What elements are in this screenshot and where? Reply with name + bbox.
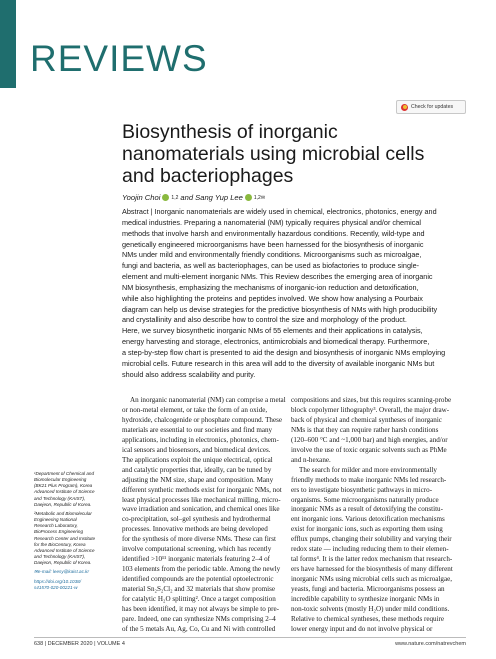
affiliation-line: ²Metabolic and Biomolecular bbox=[34, 510, 92, 516]
body-text-line: 103 elements from the periodic table. Among the newly bbox=[122, 565, 281, 574]
body-text-line: for catalytic H₂O splitting². Once a target composition bbox=[122, 595, 276, 604]
page-footer bbox=[34, 637, 466, 647]
body-text-line: ers have harnessed for the biosynthesis of many different bbox=[291, 565, 453, 574]
abstract-line: and crystallinity and also describe how to control the size and morphology of the product. bbox=[122, 315, 407, 325]
body-text-line: compositions and sizes, but this requires scanning-probe bbox=[291, 396, 452, 404]
abstract bbox=[122, 207, 462, 381]
section-heading: REVIEWS bbox=[30, 38, 208, 79]
body-text-line: back of physical and chemical syntheses of inorganic bbox=[291, 415, 442, 424]
body-text-line: Relative to chemical syntheses, these methods require bbox=[291, 614, 445, 623]
footer-page-info: 638 | DECEMBER 2020 | VOLUME 4 bbox=[34, 641, 125, 647]
abstract-line: NM biosynthesis, emphasizing the mechanisms of inorganic-ion reduction and detoxification, bbox=[122, 282, 419, 292]
affiliation-line: Research Center and Institute bbox=[34, 535, 96, 541]
body-text-line: identified compounds are the potential optoelectronic bbox=[122, 575, 274, 584]
body-text-line: has been identified, it may not always be simple to pre- bbox=[122, 605, 280, 614]
body-text-line: or non-metal element, or take the form of an oxide, bbox=[122, 405, 268, 414]
affiliation-line: and Technology (KAIST), bbox=[34, 495, 86, 501]
body-text-line: wave irradiation and sonication, and chemical ones like bbox=[122, 505, 280, 514]
abstract-line: diagram can help us devise strategies for the predictive biosynthesis of NMs with high producibility bbox=[122, 304, 438, 314]
body-text-line: least physical processes like mechanical milling, micro- bbox=[122, 495, 281, 504]
body-text-line: applications, including in electronics, photonics, chem- bbox=[122, 435, 279, 444]
body-text-line: different synthetic methods exist for inorganic NMs, not bbox=[122, 485, 282, 494]
body-text-line: pare. Indeed, one can synthesize NMs comprising 2–4 bbox=[122, 614, 276, 623]
body-text-line: inorganic NMs as a result of detoxifying the constitu- bbox=[291, 505, 443, 514]
body-text-line: materials are essential to our societies and find many bbox=[122, 425, 273, 434]
body-text-line: efflux pumps, changing their solubility and varying their bbox=[291, 535, 452, 544]
body-text-line: for the synthesis of more diverse NMs. These can first bbox=[122, 535, 276, 544]
body-text-line: redox state — including reducing them to their elemen- bbox=[291, 545, 449, 554]
body-text-line: ical sensors and biosensors, and biomedical devices. bbox=[122, 445, 271, 454]
affiliation-line: Advanced Institute of Science bbox=[34, 547, 95, 553]
crossmark-icon bbox=[401, 104, 408, 111]
journal-link[interactable]: www.nature.com/natrevchem bbox=[395, 641, 466, 647]
affiliation-line: (BK21 Plus Program), Korea bbox=[34, 483, 93, 489]
email-link[interactable]: ✉e-mail: leesy@kaist.ac.kr bbox=[34, 569, 89, 575]
body-text-line: exist for inorganic ions, such as exporting them using bbox=[291, 525, 443, 534]
abstract-line: genetically engineered microorganisms have been harnessed for the biosynthesis of inorganic bbox=[122, 239, 424, 249]
affiliation-line: for the BioCentury, Korea bbox=[34, 541, 86, 547]
affiliation-line: Daejeon, Republic of Korea. bbox=[34, 501, 92, 507]
abstract-line: a step-by-step flow chart is presented to aid the design and biosynthesis of inorganic NMs employing bbox=[122, 347, 446, 357]
body-column-right bbox=[291, 396, 465, 635]
affiliation-line: Biomolecular Engineering bbox=[34, 477, 87, 483]
body-text-line: tal forms⁴. It is the latter redox mechanism that research- bbox=[291, 555, 453, 564]
affiliation-line: Daejeon, Republic of Korea. bbox=[34, 560, 92, 566]
abstract-line: microbial cells. Future research in this area will add to the diversity of available inorganic NMs but bbox=[122, 358, 435, 368]
body-column-left bbox=[122, 396, 296, 635]
abstract-line: medical industries. Preparing a nanomaterial (NM) typically requires physical and/or chemical bbox=[122, 217, 421, 227]
affiliation-line: and Technology (KAIST), bbox=[34, 554, 86, 560]
affiliations-sidebar bbox=[34, 471, 112, 591]
doi-link[interactable]: https://doi.org/10.1038/ bbox=[34, 578, 81, 584]
body-text-line: hydroxide, chalcogenide or phosphate compound. These bbox=[122, 415, 283, 424]
body-text-line: ers to investigate biosynthetic pathways in micro- bbox=[291, 485, 433, 494]
article-title: Biosynthesis of inorganic nanomaterials using microbial cells and bacteriophages bbox=[122, 121, 425, 187]
abstract-line: element and multi-element inorganic NMs. This Review describes the emerging area of inorganic bbox=[122, 272, 433, 282]
affiliation-line: Research Laboratory, bbox=[34, 523, 78, 529]
body-text-line: The search for milder and more environmentally bbox=[299, 465, 437, 474]
body-text-line: (120–600 °C and ~1,000 bar) and high energies, and/or bbox=[291, 435, 448, 444]
affiliation-line: BioProcess Engineering bbox=[34, 529, 84, 535]
orcid-icon[interactable] bbox=[245, 194, 252, 201]
abstract-line: Here, we survey biosynthetic inorganic NMs of 55 elements and their applications in catalysis, bbox=[122, 326, 423, 336]
body-text-line: involve the use of toxic organic solvents such as PhMe bbox=[291, 445, 447, 454]
body-text-line: and catalytic properties that, ideally, can be tuned by bbox=[122, 465, 272, 474]
check-for-updates-button[interactable] bbox=[396, 100, 466, 114]
body-text-line: inorganic NMs using microbial cells such as microalgae, bbox=[291, 575, 453, 584]
abstract-line: energy harvesting and storage, electronics, antimicrobials and biomedical therapy. Furthermore, bbox=[122, 337, 430, 347]
body-text-line: NMs is that they can require rather harsh conditions bbox=[291, 425, 439, 434]
body-text-line: friendly methods to make inorganic NMs led research- bbox=[291, 475, 447, 484]
section-color-bar bbox=[0, 0, 16, 88]
body-text-line: lower energy input and do not involve physical or bbox=[291, 624, 433, 633]
body-text-line: block copolymer lithography³. Overall, the major draw- bbox=[291, 405, 450, 414]
abstract-line: NMs under mild and environmentally friendly conditions. Microorganisms such as microalgae, bbox=[122, 250, 422, 260]
affiliation-line: ¹Department of Chemical and bbox=[34, 471, 95, 476]
body-text-line: The applications exploit the unique electrical, optical bbox=[122, 455, 273, 464]
affiliation-line: Advanced Institute of Science bbox=[34, 489, 95, 495]
abstract-line: methods that involve harsh and environmentally hazardous conditions. Recently, wild-type and bbox=[122, 228, 425, 238]
body-text-line: non-toxic solvents (mostly H₂O) under mild conditions. bbox=[291, 605, 450, 614]
author-name[interactable]: and Sang Yup Lee bbox=[180, 193, 243, 202]
abstract-line: should also address scalability and purity. bbox=[122, 369, 256, 379]
body-text-line: co-precipitation, sol–gel synthesis and hydrothermal bbox=[122, 515, 271, 524]
author-affiliation-mark: 1,2 bbox=[171, 194, 179, 201]
body-text-line: incredible capability to synthesize inorganic NMs in bbox=[291, 595, 440, 604]
affiliation-line: Engineering National bbox=[34, 517, 77, 523]
orcid-icon[interactable] bbox=[162, 194, 169, 201]
body-text-line: identified >10¹¹ inorganic materials featuring 2–4 of bbox=[122, 555, 270, 564]
body-text-line: processes. Innovative methods are being developed bbox=[122, 525, 268, 534]
check-for-updates-label: Check for updates bbox=[411, 104, 454, 110]
body-text-line: and n-hexane. bbox=[291, 455, 331, 464]
abstract-line: Abstract | Inorganic nanomaterials are widely used in chemical, electronics, photonics, energy and bbox=[122, 207, 437, 216]
doi-link[interactable]: s41570-020-00221-w bbox=[34, 584, 78, 590]
body-text-line: adjusting the NM size, shape and composition. Many bbox=[122, 475, 274, 484]
body-text-line: An inorganic nanomaterial (NM) can comprise a metal bbox=[130, 396, 286, 404]
abstract-line: fungi and bacteria, as well as bacteriophages, can be used as biofactories to produce single- bbox=[122, 261, 420, 271]
body-text-line: involve computational screening, which has recently bbox=[122, 545, 272, 554]
author-list bbox=[122, 193, 265, 202]
author-affiliation-mark: 1,2✉ bbox=[253, 194, 266, 201]
body-text-line: ent inorganic ions. Various detoxification mechanisms bbox=[291, 515, 445, 524]
body-text-line: material Sn₂S₂Cl₂ and 32 materials that show promise bbox=[122, 585, 276, 594]
abstract-line: while also highlighting the proteins and peptides involved. We show how analysing a Pourbaix bbox=[122, 293, 423, 303]
body-text-line: yeasts, fungi and bacteria. Microorganisms possess an bbox=[291, 585, 445, 594]
author-name[interactable]: Yoojin Choi bbox=[122, 193, 161, 202]
body-text-line: organisms. Some microorganisms naturally produce bbox=[291, 495, 439, 504]
body-text-line: of the 5 metals Au, Ag, Co, Cu and Ni with controlled bbox=[122, 624, 276, 633]
